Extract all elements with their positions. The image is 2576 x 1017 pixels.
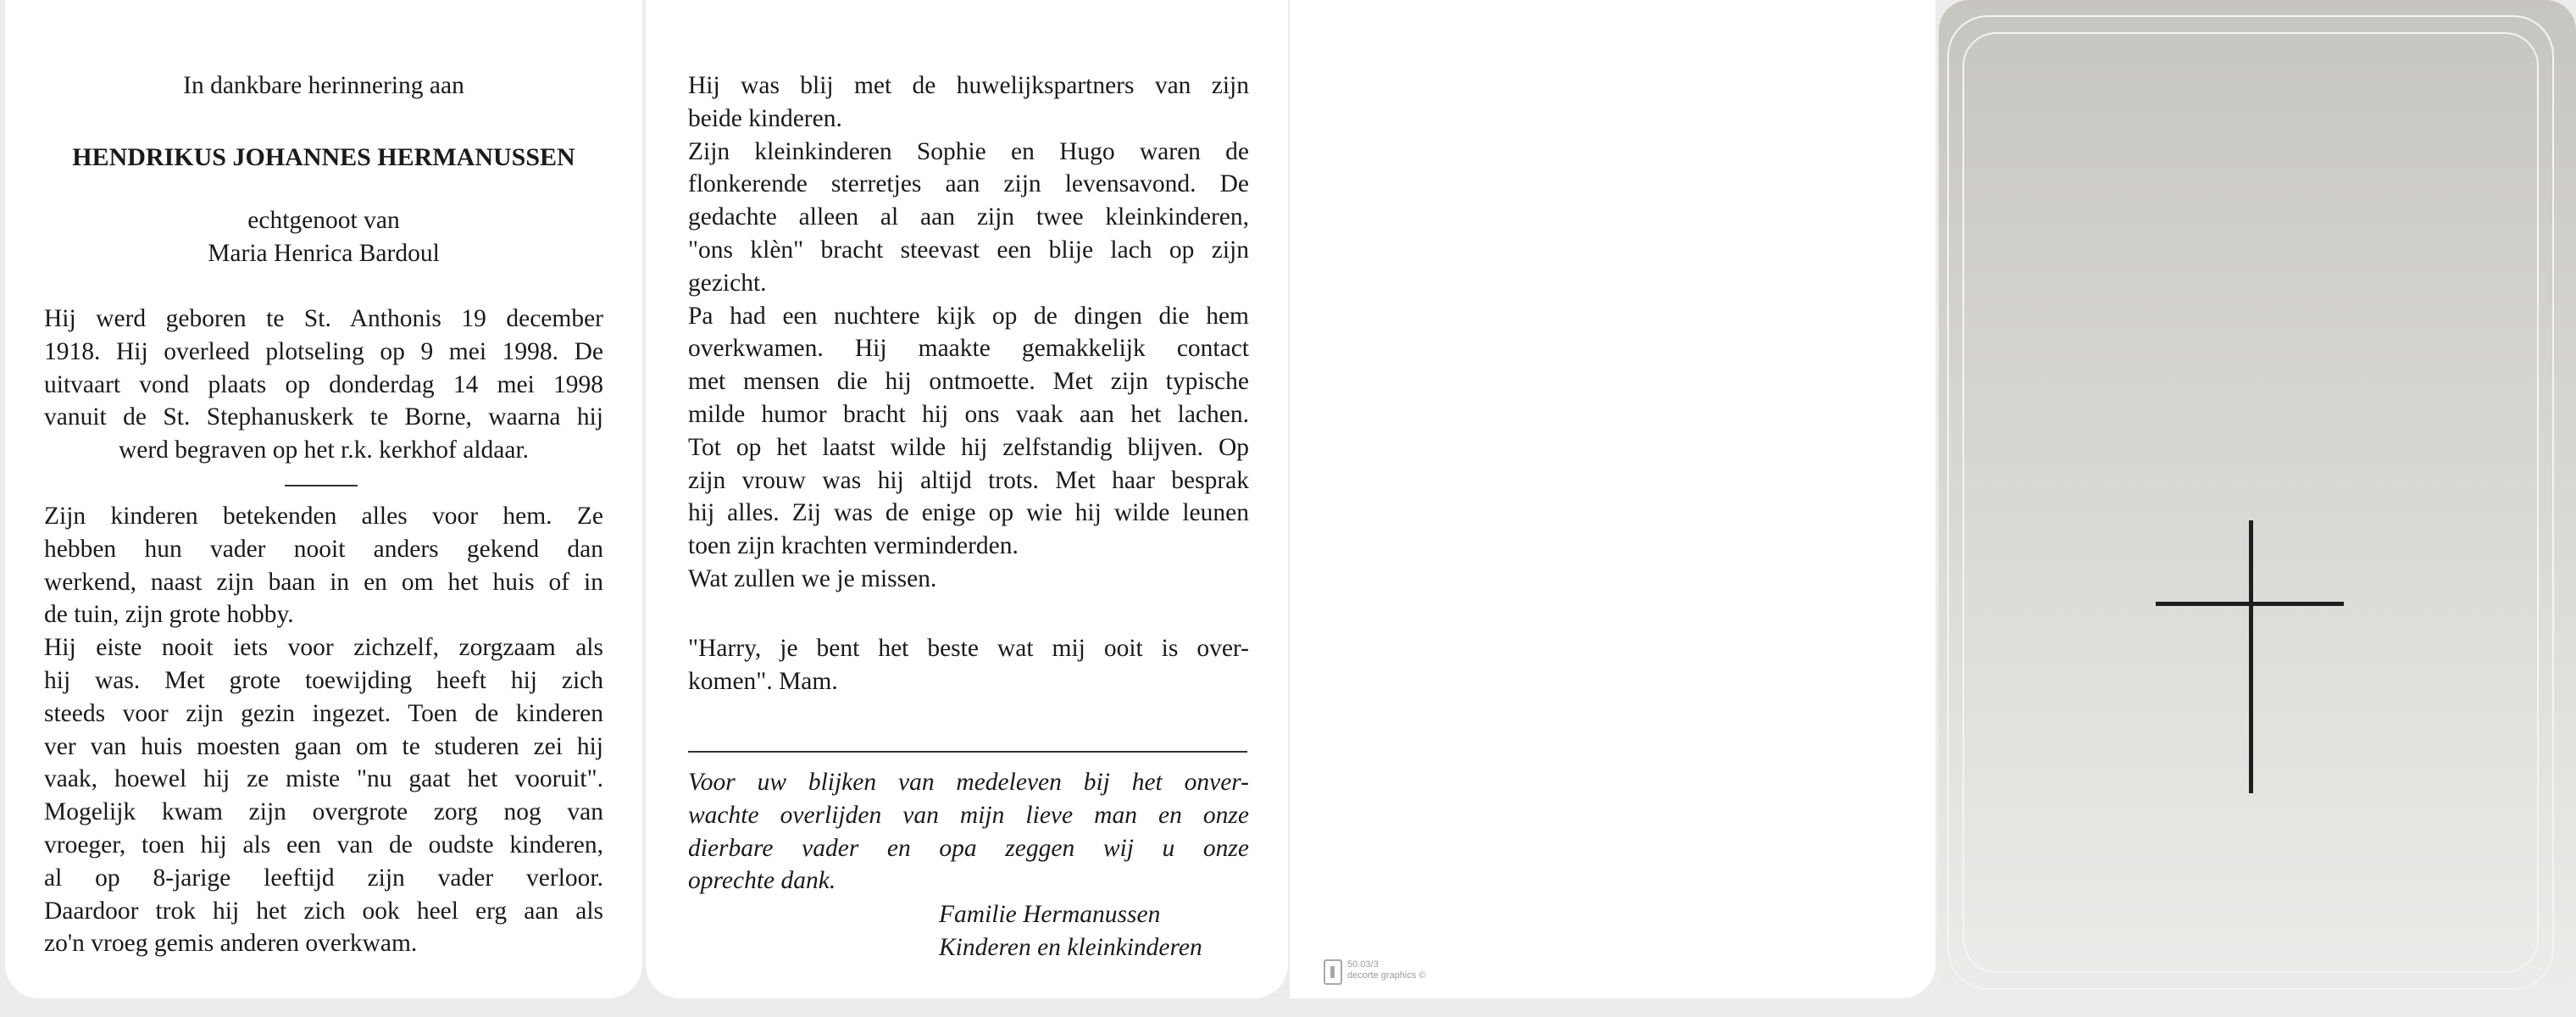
body-line: Zijn kleinkinderen Sophie en Hugo waren de [688, 137, 1249, 165]
body-line: zijn vrouw was hij altijd trots. Met haar besprak [688, 466, 1249, 494]
body-line: met mensen die hij ontmoette. Met zijn typische [688, 368, 1249, 396]
publisher-logo-icon [1324, 959, 1342, 985]
body-line: flonkerende sterretjes aan zijn levensavond. De [688, 170, 1249, 198]
tribute-line: steeds voor zijn gezin ingezet. Toen de kinderen [44, 699, 603, 727]
tribute-line: Mogelijk kwam zijn overgrote zorg nog van [44, 798, 603, 826]
divider [285, 485, 358, 486]
bio-line: 1918. Hij overleed plotseling op 9 mei 1998. De [44, 337, 603, 365]
bio-line: vanuit de St. Stephanuskerk te Borne, waarna hij [44, 403, 603, 431]
card-page-2 [646, 0, 1288, 998]
tribute-line: werkend, naast zijn baan in en om het huis of in [44, 568, 603, 596]
card-back [1290, 0, 1935, 998]
publisher-name: decorte graphics © [1347, 970, 1426, 981]
body-line: overkwamen. Hij maakte gemakkelijk contact [688, 335, 1249, 363]
tribute-line: hebben hun vader nooit anders gekend dan [44, 535, 603, 563]
bio-paragraph [44, 303, 603, 434]
body-line: Hij was blij met de huwelijkspartners van zijn [688, 72, 1249, 99]
tribute-line: ver van huis moesten gaan om te studeren zei hij [44, 732, 603, 760]
body-paragraph [688, 69, 1249, 596]
body-line: milde humor bracht hij ons vaak aan het lachen. [688, 400, 1249, 428]
cross-vertical-bar [2249, 520, 2253, 793]
tribute-line: vaak, hoewel hij ze miste "nu gaat het vooruit". [44, 765, 603, 793]
body-line: Tot op het laatst wilde hij zelfstandig blijven. Op [688, 433, 1249, 461]
cover-frame-inner [1963, 32, 2539, 973]
signature-children: Kinderen en kleinkinderen [939, 934, 1202, 961]
body-line: gedachte alleen al aan zijn twee kleinkinderen, [688, 203, 1249, 231]
intro-text: In dankbare herinnering aan [183, 72, 464, 99]
tribute-line: zo'n vroeg gemis anderen overkwam. [44, 930, 418, 958]
card-page-1 [5, 0, 642, 998]
tribute-line: al op 8-jarige leeftijd zijn vader verloor. [44, 864, 603, 892]
tribute-line: Zijn kinderen betekenden alles voor hem. Ze [44, 503, 603, 530]
bio-line: Hij werd geboren te St. Anthonis 19 december [44, 305, 603, 332]
tribute-line: de tuin, zijn grote hobby. [44, 601, 294, 629]
spouse-name: Maria Henrica Bardoul [208, 240, 440, 267]
thanks-line: wachte overlijden van mijn lieve man en onze [688, 801, 1249, 829]
publisher-mark [1324, 959, 1426, 985]
thanks-line: Voor uw blijken van medeleven bij het onver- [688, 769, 1249, 796]
publisher-code: 50.03/3 [1347, 959, 1379, 970]
signature-family: Familie Hermanussen [939, 901, 1161, 928]
body-line: toen zijn krachten verminderden. [688, 532, 1019, 560]
body-line: Wat zullen we je missen. [688, 564, 937, 592]
tribute-line: Daardoor trok hij het zich ook heel erg aan als [44, 897, 603, 925]
thanks-paragraph [688, 766, 1249, 898]
bio-line: uitvaart vond plaats op donderdag 14 mei 1998 [44, 370, 603, 398]
spouse-label: echtgenoot van [247, 207, 400, 234]
divider [688, 751, 1247, 753]
body-line: hij alles. Zij was de enige op wie hij wilde leunen [688, 499, 1249, 527]
quote-line: "Harry, je bent het beste wat mij ooit is over- [688, 635, 1249, 662]
quote-paragraph [688, 632, 1249, 698]
body-line: Pa had een nuchtere kijk op de dingen die hem [688, 302, 1249, 330]
body-line: gezicht. [688, 269, 767, 297]
bio-last-line: werd begraven op het r.k. kerkhof aldaar. [118, 436, 530, 464]
quote-line: komen". Mam. [688, 667, 838, 695]
thanks-line: oprechte dank. [688, 867, 836, 895]
tribute-line: hij was. Met grote toewijding heeft hij zich [44, 666, 603, 694]
tribute-paragraph [44, 500, 603, 960]
thanks-line: dierbare vader en opa zeggen wij u onze [688, 834, 1249, 862]
body-line: "ons klèn" bracht steevast een blije lach op zijn [688, 236, 1249, 264]
body-line: beide kinderen. [688, 104, 842, 132]
cross-horizontal-bar [2156, 602, 2344, 606]
card-cover [1939, 0, 2576, 998]
tribute-line: Hij eiste nooit iets voor zichzelf, zorgzaam als [44, 634, 603, 662]
tribute-line: vroeger, toen hij als een van de oudste kinderen, [44, 831, 603, 859]
deceased-name: HENDRIKUS JOHANNES HERMANUSSEN [72, 143, 575, 171]
